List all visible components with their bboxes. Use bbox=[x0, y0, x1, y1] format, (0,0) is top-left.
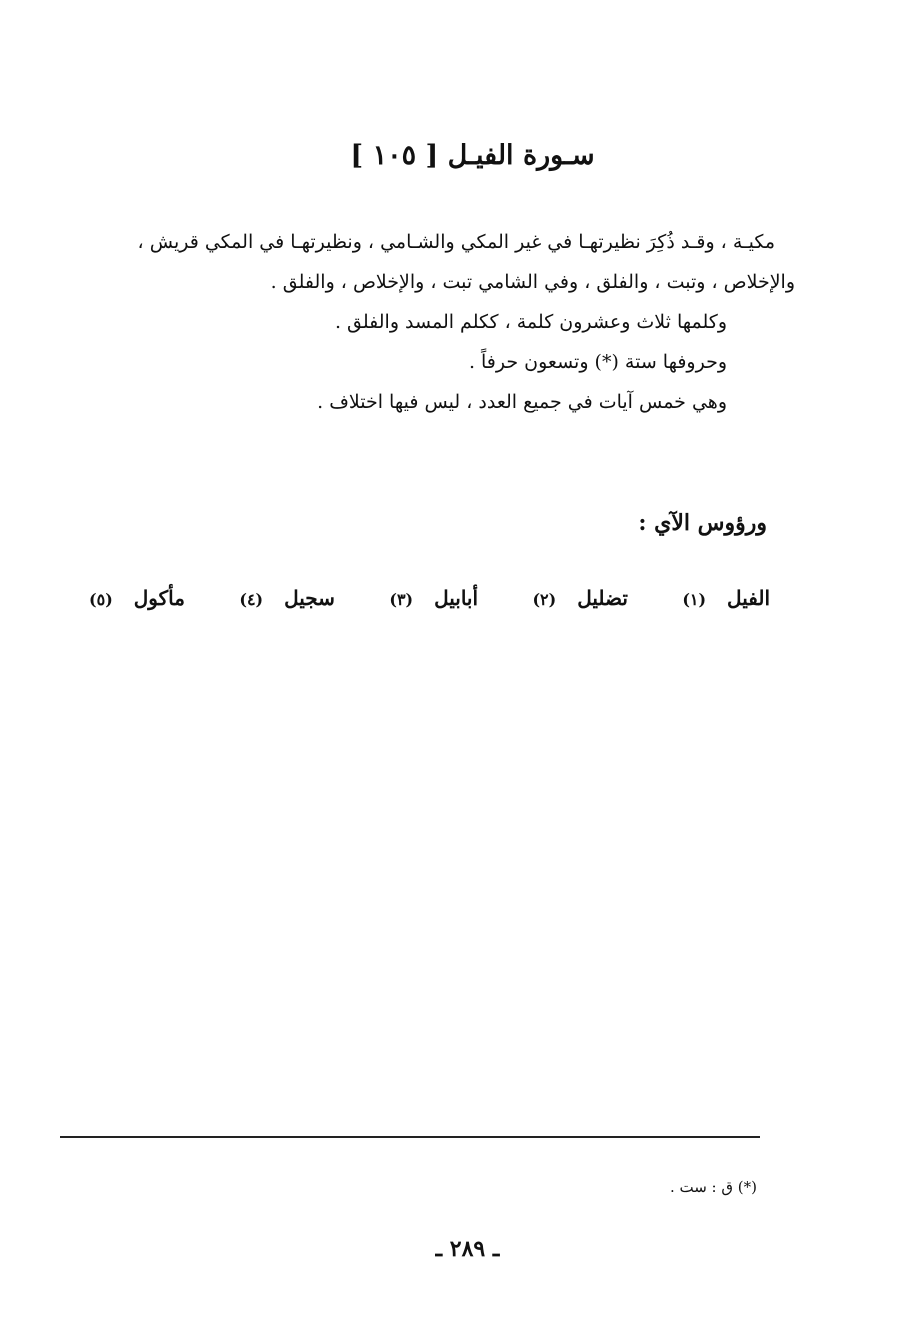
surah-title: سـورة الفيـل [ ١٠٥ ] bbox=[350, 140, 595, 171]
verse-ends-list bbox=[75, 586, 770, 610]
intro-line-1: مكيـة ، وقـد ذُكِرَ نظيرتهـا في غير المكي والشـامي ، ونظيرتهـا في المكي قريش ، bbox=[137, 231, 775, 253]
intro-line-4: وحروفها ستة (*) وتسعون حرفاً . bbox=[468, 351, 727, 373]
intro-paragraph bbox=[75, 222, 795, 422]
verse-number: (٥) bbox=[89, 590, 113, 609]
verse-end-word: سجيل bbox=[284, 586, 335, 610]
page-number: ـ ٢٨٩ ـ bbox=[435, 1236, 500, 1262]
verse-end-2 bbox=[518, 586, 627, 610]
verse-heads-label: ورؤوس الآي : bbox=[638, 510, 767, 536]
intro-line-3: وكلمها ثلاث وعشرون كلمة ، ككلم المسد والفلق . bbox=[334, 311, 727, 333]
verse-end-word: تضليل bbox=[577, 586, 628, 610]
verse-end-word: مأكول bbox=[133, 586, 185, 610]
intro-line-2: والإخلاص ، وتبت ، والفلق ، وفي الشامي تبت ، والإخلاص ، والفلق . bbox=[270, 271, 795, 293]
verse-number: (٤) bbox=[239, 590, 264, 609]
footnote-divider bbox=[60, 1136, 760, 1138]
verse-end-5 bbox=[75, 586, 185, 610]
verse-number: (١) bbox=[682, 590, 707, 609]
verse-number: (٢) bbox=[532, 590, 557, 609]
footnote: (*) ق : ست . bbox=[669, 1178, 757, 1196]
intro-line-5: وهي خمس آيات في جميع العدد ، ليس فيها اختلاف . bbox=[317, 391, 727, 413]
verse-end-3 bbox=[375, 586, 478, 610]
verse-end-4 bbox=[225, 586, 335, 610]
verse-end-1 bbox=[668, 586, 770, 610]
verse-end-word: أبابيل bbox=[434, 586, 479, 610]
verse-end-word: الفيل bbox=[727, 586, 770, 610]
verse-number: (٣) bbox=[389, 590, 414, 609]
